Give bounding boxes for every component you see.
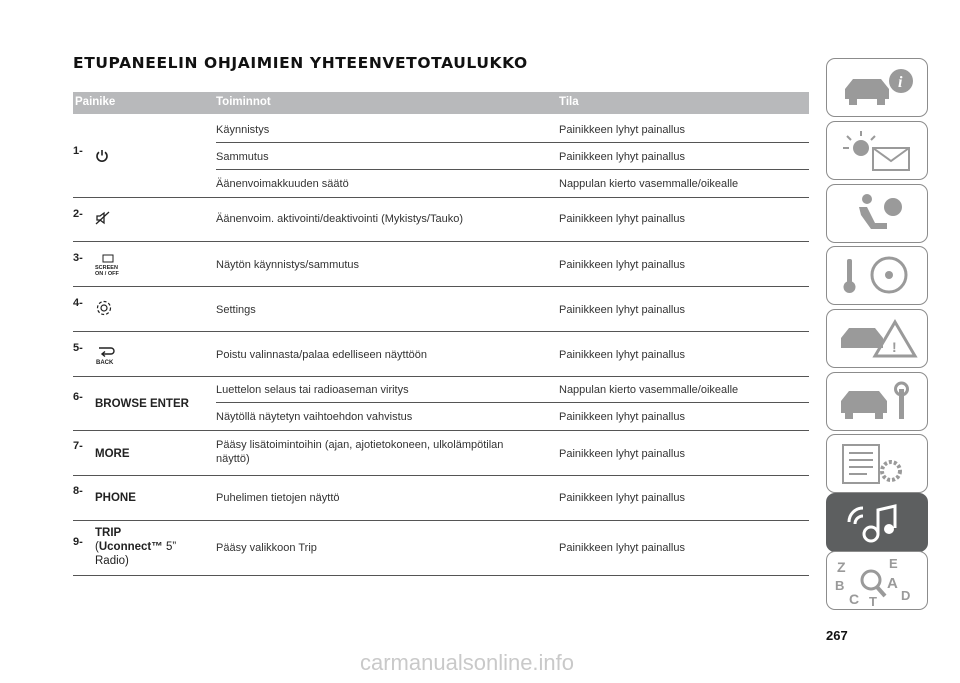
section-tab-car-info[interactable] (826, 58, 928, 117)
svg-text:B: B (835, 578, 845, 593)
row-number: 4- (73, 297, 83, 309)
car-info-icon (837, 65, 919, 111)
state-text: Painikkeen lyhyt painallus (559, 213, 685, 225)
header-painike: Painike (75, 96, 116, 108)
section-tab-safety[interactable] (826, 184, 928, 243)
state-text: Painikkeen lyhyt painallus (559, 448, 685, 460)
function-text: Käynnistys (216, 124, 270, 136)
header-toiminnot: Toiminnot (216, 96, 271, 108)
section-tab-technical[interactable] (826, 434, 928, 493)
table-row (73, 431, 809, 476)
svg-text:A: A (887, 575, 898, 592)
state-text: Painikkeen lyhyt painallus (559, 151, 685, 163)
state-text: Painikkeen lyhyt painallus (559, 492, 685, 504)
table-header (73, 92, 809, 114)
row-number: 7- (73, 440, 83, 452)
mute-icon (95, 210, 111, 231)
state-text: Nappulan kierto vasemmalle/oikealle (559, 178, 739, 190)
function-text: Äänenvoim. aktivointi/deaktivointi (Mykistys/Tauko) (216, 213, 463, 225)
function-text: Sammutus (216, 151, 269, 163)
section-tab-starting[interactable] (826, 246, 928, 305)
svg-text:!: ! (892, 339, 897, 355)
section-tab-maintenance[interactable] (826, 372, 928, 431)
svg-text:E: E (889, 556, 898, 571)
table-row (73, 332, 809, 377)
page-number: 267 (826, 628, 848, 643)
svg-text:SCREEN: SCREEN (95, 265, 118, 271)
state-text: Painikkeen lyhyt painallus (559, 304, 685, 316)
svg-text:Z: Z (837, 559, 846, 575)
airbag-seat-icon (837, 191, 919, 237)
row-number: 3- (73, 252, 83, 264)
warning-light-envelope-icon (837, 128, 919, 174)
svg-text:ON / OFF: ON / OFF (95, 271, 119, 277)
state-text: Painikkeen lyhyt painallus (559, 124, 685, 136)
page-title: ETUPANEELIN OHJAIMIEN YHTEENVETOTAULUKKO (73, 54, 528, 72)
state-text: Painikkeen lyhyt painallus (559, 259, 685, 271)
svg-text:BACK: BACK (96, 360, 114, 366)
uconnect-label: Uconnect™ (98, 541, 163, 553)
function-text: Settings (216, 304, 256, 316)
section-tab-multimedia[interactable] (826, 493, 928, 552)
multimedia-music-icon (837, 500, 919, 546)
button-label: BROWSE ENTER (95, 398, 189, 410)
state-text: Painikkeen lyhyt painallus (559, 349, 685, 361)
settings-gear-icon (95, 299, 113, 322)
row-divider (216, 402, 809, 403)
row-number: 8- (73, 485, 83, 497)
watermark: carmanualsonline.info (360, 650, 575, 675)
row-divider (216, 142, 809, 143)
screen-onoff-icon (95, 254, 123, 281)
trip-label: TRIP (95, 527, 122, 539)
table-row (73, 476, 809, 521)
section-tab-emergency[interactable] (826, 309, 928, 368)
row-number: 6- (73, 391, 83, 403)
function-text: Poistu valinnasta/palaa edelliseen näyttöön (216, 349, 427, 361)
function-text: Äänenvoimakkuuden säätö (216, 178, 349, 190)
car-warning-triangle-icon (837, 316, 919, 362)
trip-size: 5” (162, 541, 177, 553)
state-text: Painikkeen lyhyt painallus (559, 411, 685, 423)
row-number: 5- (73, 342, 83, 354)
function-text: Pääsy lisätoimintoihin (ajan, ajotietokoneen, ulkolämpötilan näyttö) (216, 439, 504, 465)
button-label: MORE (95, 448, 130, 460)
row-number: 9- (73, 536, 83, 548)
trip-paren-open: ( (95, 541, 99, 553)
table-row (73, 287, 809, 332)
state-text: Nappulan kierto vasemmalle/oikealle (559, 384, 739, 396)
function-text: Näytöllä näytetyn vaihtoehdon vahvistus (216, 411, 413, 423)
key-steering-wheel-icon (837, 253, 919, 299)
function-text: Pääsy valikkoon Trip (216, 542, 317, 554)
row-number: 1- (73, 145, 83, 157)
row-divider (216, 169, 809, 170)
section-tab-index[interactable] (826, 551, 928, 610)
table-row (73, 377, 809, 431)
section-tab-warnings[interactable] (826, 121, 928, 180)
power-icon (95, 149, 109, 168)
spec-list-gear-icon (837, 441, 919, 487)
state-text: Painikkeen lyhyt painallus (559, 542, 685, 554)
button-label: PHONE (95, 492, 136, 504)
row-number: 2- (73, 208, 83, 220)
header-tila: Tila (559, 96, 579, 108)
table-row (73, 198, 809, 242)
table-row (73, 115, 809, 198)
table-row (73, 521, 809, 576)
function-text: Luettelon selaus tai radioaseman viritys (216, 384, 409, 396)
car-wrench-icon (837, 379, 919, 425)
function-text: Näytön käynnistys/sammutus (216, 259, 360, 271)
alphabet-index-icon (835, 556, 919, 609)
function-text: Puhelimen tietojen näyttö (216, 492, 340, 504)
back-icon (95, 342, 121, 371)
trip-radio: Radio) (95, 555, 129, 567)
svg-text:C: C (849, 591, 860, 607)
svg-text:T: T (869, 594, 877, 609)
svg-text:D: D (901, 588, 911, 603)
table-row (73, 242, 809, 287)
button-label (95, 526, 176, 568)
svg-text:i: i (898, 74, 903, 91)
